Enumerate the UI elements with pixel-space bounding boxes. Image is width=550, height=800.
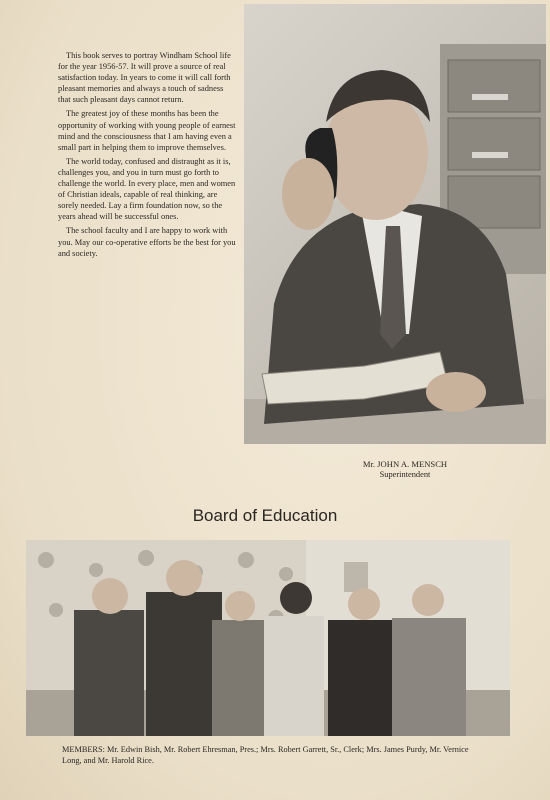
board-heading: Board of Education [192,506,338,525]
letter-paragraph-4: The school faculty and I are happy to work with you. May our co-operative efforts be the best for you and society. [58,226,236,258]
superintendent-photo [244,4,546,444]
letter-paragraph-1: This book serves to portray Windham School life for the year 1956-57. It will prove a source of real satisfaction today. In years to come it will call forth pleasant memories and always a touch of sadness that such pleasant days cannot return. [58,51,231,105]
letter-paragraph-3: The world today, confused and distraught as it is, challenges you, and you in turn must go forth to challenge the world. In every place, men and women of Christian ideals, capable of real thinking, are sorely needed. Lay a firm foundation now, so the years ahead will be successful ones. [58,156,236,222]
board-group-photo [26,540,510,736]
board-members-caption: MEMBERS: Mr. Edwin Bish, Mr. Robert Ehresman, Pres.; Mrs. Robert Garrett, Sr., Clerk; Mrs. James Purdy, Mr. Vernice Long, and Mr. Harold Rice. [62,745,469,765]
superintendent-title: Superintendent [379,470,431,479]
letter-paragraph-2: The greatest joy of these months has been the opportunity of working with young people of earnest mind and the consciousness that I am having even a small part in helping them to improve themselves. [58,109,236,152]
superintendent-name: Mr. JOHN A. MENSCH [362,459,448,469]
superintendent-letter [58,50,236,262]
